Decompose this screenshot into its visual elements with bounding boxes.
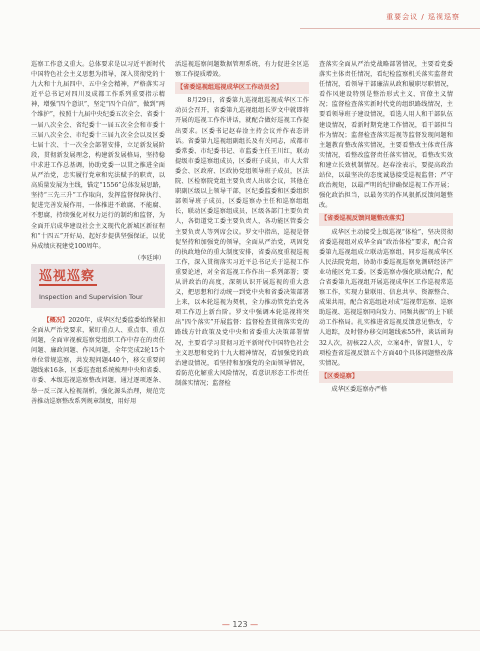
- section-banner: [31, 264, 165, 308]
- paragraph: 成华区委巡察办严格: [331, 385, 388, 393]
- header-badge: 重要会议 / 巡视巡察: [386, 13, 460, 21]
- article-headline: 【省委巡视反馈问题整改落实】: [319, 213, 453, 225]
- section-title: 巡视巡察: [39, 268, 96, 284]
- article-headline: 【省委巡视组巡视成华区工作动员会】: [175, 82, 309, 94]
- author-signature: （李廷坤）: [134, 254, 165, 262]
- paragraph: [31, 316, 165, 407]
- paragraph-text: 2020年，成华区纪委监委始终紧扣全面从严治党要求，紧盯重点人、重点事、重点问题，全面审视被巡察党组织工作中存在的责任问题、廉政问题、作风问题，全年完成2轮15个单位常规巡察，共发现问题440个，移交重要问题线索16条，区委巡查组系统梳理中央和省委、市委、本级巡视巡察整改问题，通过逐项逐条、举一反三深入检视剖析，强化源头治理，规范完善推动巡察整改系列规章制度，用好用: [31, 316, 166, 405]
- column-1: [31, 60, 165, 407]
- footer-rule: [0, 630, 480, 631]
- header-rule: [300, 28, 480, 29]
- paragraph: 8月29日，省委第九巡视组巡视成华区工作动员会召开，省委第九巡视组组长罗文中就即将开展的巡视工作作讲话，就配合做好巡视工作提出要求。区委书记赵春淦主持会议并作表态讲话。省委第九巡视组副组长及有关同志，成都市委常委、市纪委书记、市监委主任王川红，联动提级市委巡察组成员，区委班子成员，市人大常委会、区政府、区政协党组领导班子成员，区法院、区检察院党组主要负责人出席会议，其他在职副区级以上领导干部，区纪委监委和区委组织部领导班子成员，区委巡察办主任和巡察组组长，联动区委巡察组成员，区级各部门主要负责人，各街道党工委主要负责人，各功能区管委会主要负责人等列席会议。罗文中指出，巡视是督促坚持和加强党的领导，全面从严治党，巩固党的执政地位的重大制度安排，省委高度重视巡视工作，深入贯彻落实习近平总书记关于巡视工作重要论述，对全省巡视工作作出一系列部署；要从讲政治的高度，深刻认识开展巡视的重大意义，把思想和行动统一到党中央和省委决策部署上来，以本轮巡视为契机，全力推动管党治党各项工作迈上新台阶。罗文中强调本轮巡视将突出“四个落实”开展监督：监督检查贯彻落实党的路线方针政策及党中央和省委重大决策部署情况，主要看学习贯彻习近平新时代中国特色社会主义思想和党的十九大精神情况，看加强党的政治建设情况，看坚持和加强党的全面领导情况，看防范化解重大风险情况，看意识形态工作责任制落实情况；监督检: [175, 97, 309, 387]
- paragraph: 查落实全面从严治党战略部署情况，主要看党委落实主体责任情况，看纪检监察机关落实监督责任情况，看领导干部廉洁从政和履职尽职情况，看作风建设特别是整治形式主义、官僚主义情况；监督检查落实新时代党的组织路线情况，主要看领导班子建设情况，看选人用人和干部队伍建设情况，看新时期党建工作情况，看干部担当作为情况；监督检查落实巡视等监督发现问题和主题教育整改落实情况，主要看整改主体责任落实情况，看整改监督责任落实情况，看整改实效和建立长效机制情况。赵春淦表示，要提高政治站位，以最坚决的态度诚恳接受巡视监督；严守政治规矩，以最严明的纪律确保巡视工作开展；强化政治担当，以最务实的作风狠抓反馈问题整改。: [319, 61, 453, 210]
- column-3: [319, 60, 453, 395]
- paragraph: 活巡视巡察问题数据管理系统，有力促进全区巡察工作提质增效。: [175, 61, 309, 79]
- paragraph: 成华区主动接受上级巡视“体检”，坚决贯彻省委巡视组对成华全面“政治体检”要求，配合省委第九巡视组成立联动巡察组，同步巡视成华区人民法院党组，协助市委巡视巡察免测研经济产业功能区党工委。区委巡察办强化联动配合，配合省委第九巡视组开展巡视成华区工作巡视常巡察工作，实现力量联用、信息共享、资源整合、成果共用，配合省巡组赴对成“巡视带巡察、巡察助巡视、巡视巡察同向发力、同频共振”的上下联动工作格局。扎实推进省巡视反馈意见整改，专人追踪，及时督办移交问题线索55件，谈话函询32人次，初核22人次，立案4件，留置1人，专项检查省巡视反馈五个方面40个具体问题整改落实情况。: [319, 228, 453, 367]
- paragraph-tag: 【概况】: [43, 316, 69, 324]
- column-2: [175, 60, 309, 389]
- page-number: — 123 —: [221, 620, 259, 629]
- paragraph: 巡察工作意义重大。总体要求是以习近平新时代中国特色社会主义思想为指导，深入贯彻党的十九大和十九届四中、五中全会精神，严格落实习近平总书记对四川及成都工作系列重要指示精神，增强“四个意识”，坚定“四个自信”，做到“两个维护”，按照十九届中央纪委五次全会、省委十一届八次全会、省纪委十一届五次全会和市委十三届八次全会、市纪委十三届九次全会以及区委七届十次、十一次全会部署安排，立足新发展阶段，贯彻新发展理念，构建新发展格局，坚持稳中求进工作总基调，协助党委一以贯之推进全面从严治党，忠实履行党章和宪法赋予的职责，以高质量发展为主线，锚定“1556”总体发展思路，坚持“三先三升”工作取向，发挥监督保障执行、促进完善发展作用，一体推进不敢腐、不能腐、不想腐，持续强化对权力运行的制约和监督，为全面开启成华建设社会主义现代化新城区新征程和“十四五”开好局、起好步提供坚强保证，以优异成绩庆祝建党100周年。: [31, 61, 165, 250]
- article-headline: 【区委巡察】: [319, 371, 453, 383]
- section-title-underline: [39, 284, 97, 286]
- section-subtitle: Inspection and Supervision Tour: [39, 292, 143, 301]
